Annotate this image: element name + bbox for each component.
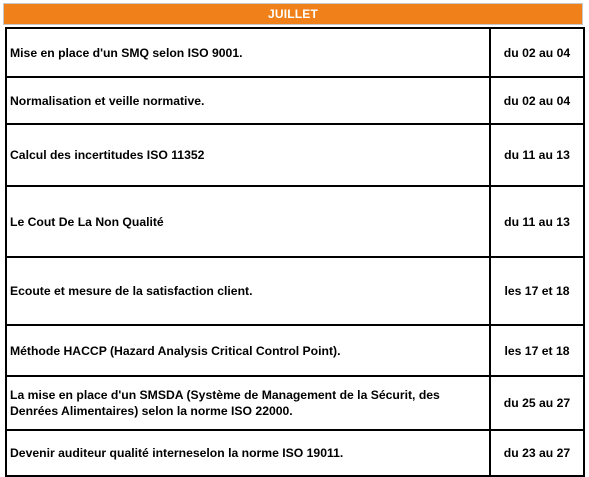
course-title: Ecoute et mesure de la satisfaction client. xyxy=(6,257,490,325)
table-row xyxy=(6,77,584,124)
course-dates: les 17 et 18 xyxy=(490,257,584,325)
month-label: JUILLET xyxy=(267,7,319,21)
table-row xyxy=(6,186,584,257)
course-title: Le Cout De La Non Qualité xyxy=(6,186,490,257)
schedule-table xyxy=(5,27,585,477)
course-dates: du 11 au 13 xyxy=(490,186,584,257)
course-title: Normalisation et veille normative. xyxy=(6,77,490,124)
month-header xyxy=(3,3,583,25)
table-row xyxy=(6,257,584,325)
table-row xyxy=(6,376,584,430)
course-title: Méthode HACCP (Hazard Analysis Critical Control Point). xyxy=(6,325,490,376)
course-dates: du 25 au 27 xyxy=(490,376,584,430)
course-dates: du 11 au 13 xyxy=(490,124,584,186)
table-row xyxy=(6,124,584,186)
course-title: Mise en place d'un SMQ selon ISO 9001. xyxy=(6,28,490,77)
course-dates: du 23 au 27 xyxy=(490,430,584,476)
course-title: Calcul des incertitudes ISO 11352 xyxy=(6,124,490,186)
table-row xyxy=(6,325,584,376)
course-title: Devenir auditeur qualité interneselon la norme ISO 19011. xyxy=(6,430,490,476)
course-dates: du 02 au 04 xyxy=(490,28,584,77)
table-row xyxy=(6,28,584,77)
table-row xyxy=(6,430,584,476)
course-dates: les 17 et 18 xyxy=(490,325,584,376)
course-title: La mise en place d'un SMSDA (Système de Management de la Sécurit, des Denrées Alimentaires) selon la norme ISO 22000. xyxy=(6,376,490,430)
course-dates: du 02 au 04 xyxy=(490,77,584,124)
